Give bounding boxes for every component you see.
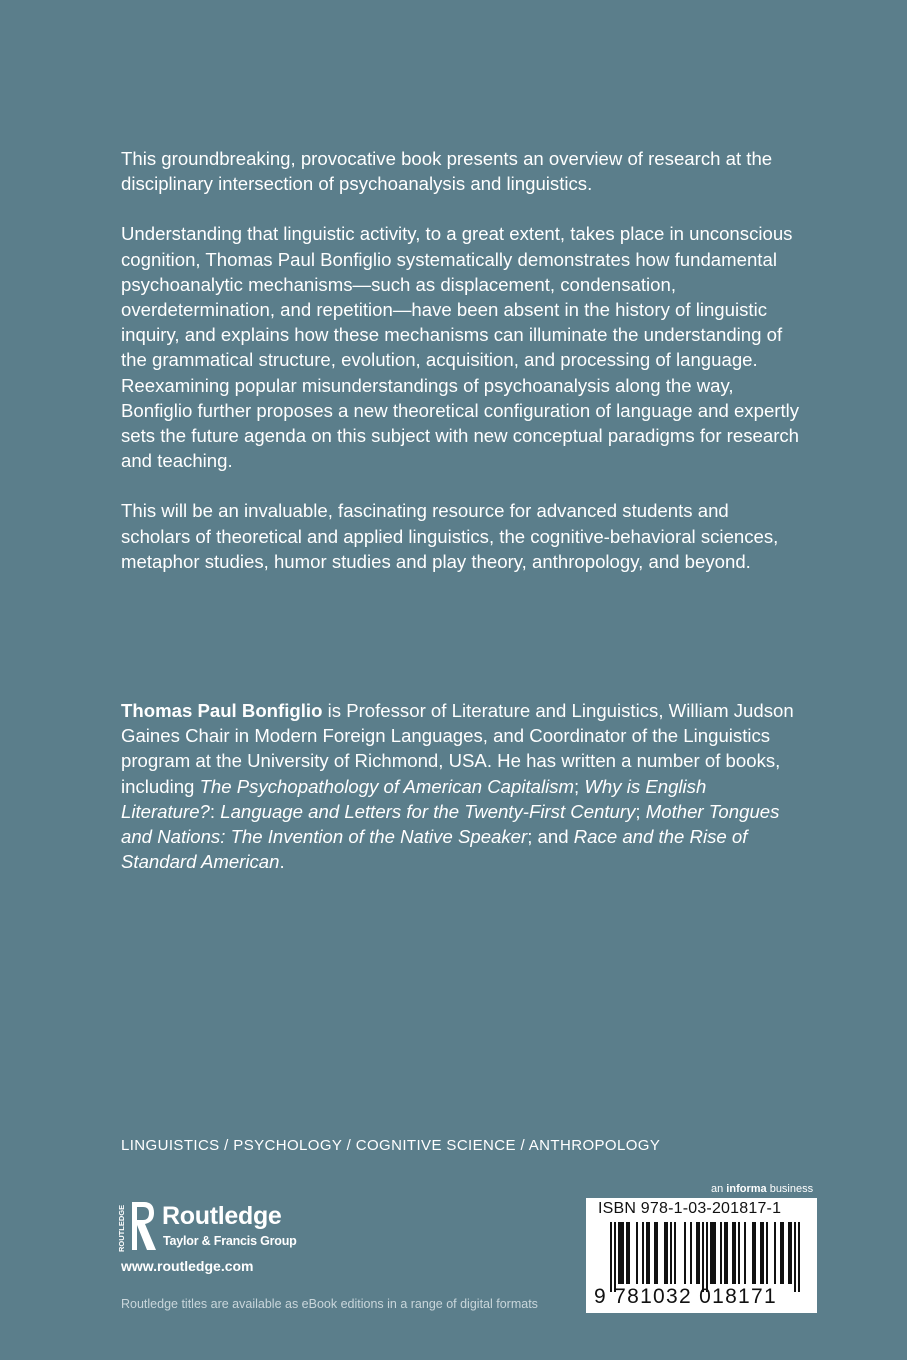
barcode-bar xyxy=(790,1222,792,1284)
author-bio-text: Thomas Paul Bonfiglio is Professor of Literature and Linguistics, William Judson Gaines Chair in Modern Foreign Languages, and Coordinator of the Linguistics program at the University of Richmond, USA. He has written a number of books, including The Psychopathology of American Capitalism; Why is English Literature?: Language and Letters for the Twenty-First Century; Mother Tongues and Nations: The Invention of the Native Speaker; and Race and the Rise of Standard American. xyxy=(121,700,794,873)
routledge-logo xyxy=(118,1200,318,1256)
barcode-bar xyxy=(794,1222,796,1292)
barcode-bar xyxy=(664,1222,666,1284)
barcode-bar xyxy=(762,1222,764,1284)
book-title-1: The Psychopathology of American Capitalism xyxy=(199,775,575,797)
barcode-bar xyxy=(654,1222,656,1284)
barcode-bar xyxy=(732,1222,734,1284)
barcode-bar xyxy=(628,1222,630,1284)
barcode-bar xyxy=(614,1222,616,1292)
barcode-bar xyxy=(636,1222,638,1284)
barcode-bar xyxy=(744,1222,746,1284)
barcode-bar xyxy=(752,1222,754,1284)
subject-categories: LINGUISTICS / PSYCHOLOGY / COGNITIVE SCIENCE / ANTHROPOLOGY xyxy=(121,1137,661,1154)
barcode-bar xyxy=(684,1222,686,1284)
barcode-bar xyxy=(714,1222,716,1284)
isbn-label: ISBN 978-1-03-201817-1 xyxy=(598,1200,782,1217)
barcode-bar xyxy=(618,1222,620,1284)
book-title-2-subtitle: Language and Letters for the Twenty-First Century xyxy=(220,800,636,822)
barcode-bar xyxy=(646,1222,648,1284)
barcode-bar xyxy=(734,1222,736,1284)
barcode-bar xyxy=(670,1222,672,1284)
book-description xyxy=(121,146,801,599)
barcode-bar xyxy=(724,1222,726,1284)
barcode-bar xyxy=(666,1222,668,1284)
barcode-bar xyxy=(760,1222,762,1284)
barcode-bar xyxy=(656,1222,658,1284)
barcode-digits: 9 781032 018171 xyxy=(594,1285,777,1308)
description-paragraph-2: Understanding that linguistic activity, to a great extent, takes place in unconscious cognition, Thomas Paul Bonfiglio systematically demonstrates how fundamental psychoanalytic mechanisms—such as displacement, condensation, overdetermination, and repetition—have been absent in the history of linguistic inquiry, and explains how these mechanisms can illuminate the understanding of the grammatical structure, evolution, acquisition, and processing of language. Reexamining popular misunderstandings of psychoanalysis along the way, Bonfiglio further proposes a new theoretical configuration of language and expertly sets the future agenda on this subject with new conceptual paradigms for research and teaching. xyxy=(121,223,800,472)
barcode-bar xyxy=(712,1222,714,1284)
barcode-bar xyxy=(780,1222,782,1284)
author-name: Thomas Paul Bonfiglio xyxy=(121,700,323,721)
author-bio xyxy=(121,698,801,874)
publisher-website[interactable]: www.routledge.com xyxy=(121,1258,254,1274)
barcode-bar xyxy=(622,1222,624,1284)
barcode-bar xyxy=(674,1222,676,1284)
barcode-bar xyxy=(782,1222,784,1284)
routledge-logo-icon xyxy=(118,1200,158,1254)
barcode-bar xyxy=(710,1222,712,1284)
barcode-bar xyxy=(702,1222,704,1292)
book-title-3: Mother Tongues and Nations: The Invention of the Native Speaker xyxy=(121,800,780,848)
book-title-4: Race and the Rise of Standard American xyxy=(121,826,748,873)
barcode-bar xyxy=(754,1222,756,1284)
barcode-bar xyxy=(626,1222,628,1284)
barcode-bar xyxy=(698,1222,700,1284)
barcode-bar xyxy=(642,1222,644,1284)
barcode-bar xyxy=(690,1222,692,1284)
book-title-2: Why is English Literature? xyxy=(121,775,707,822)
barcode-bar xyxy=(610,1222,612,1292)
publisher-name: Routledge xyxy=(162,1202,282,1230)
barcode-bar xyxy=(726,1222,728,1284)
description-paragraph-3: This will be an invaluable, fascinating resource for advanced students and scholars of theoretical and applied linguistics, the cognitive-behavioral sciences, metaphor studies, humor studies and play theory, anthropology, and beyond. xyxy=(121,500,779,572)
barcode-panel xyxy=(586,1198,817,1313)
barcode-bar xyxy=(648,1222,650,1284)
barcode-bar xyxy=(766,1222,768,1284)
barcode-bar xyxy=(696,1222,698,1284)
barcode-bar xyxy=(738,1222,740,1284)
ebook-note: Routledge titles are available as eBook editions in a range of digital formats xyxy=(121,1297,538,1311)
barcode-bar xyxy=(788,1222,790,1284)
barcode-bar xyxy=(720,1222,722,1284)
barcode-bar xyxy=(706,1222,708,1292)
informa-business-label: an informa business xyxy=(711,1183,814,1195)
publisher-group: Taylor & Francis Group xyxy=(163,1234,297,1248)
barcode-bar xyxy=(774,1222,776,1284)
barcode-bar xyxy=(798,1222,800,1292)
barcode-bar xyxy=(620,1222,622,1284)
description-paragraph-1: This groundbreaking, provocative book presents an overview of research at the disciplinary intersection of psychoanalysis and linguistics. xyxy=(121,148,773,195)
svg-text:ROUTLEDGE: ROUTLEDGE xyxy=(117,1204,126,1252)
